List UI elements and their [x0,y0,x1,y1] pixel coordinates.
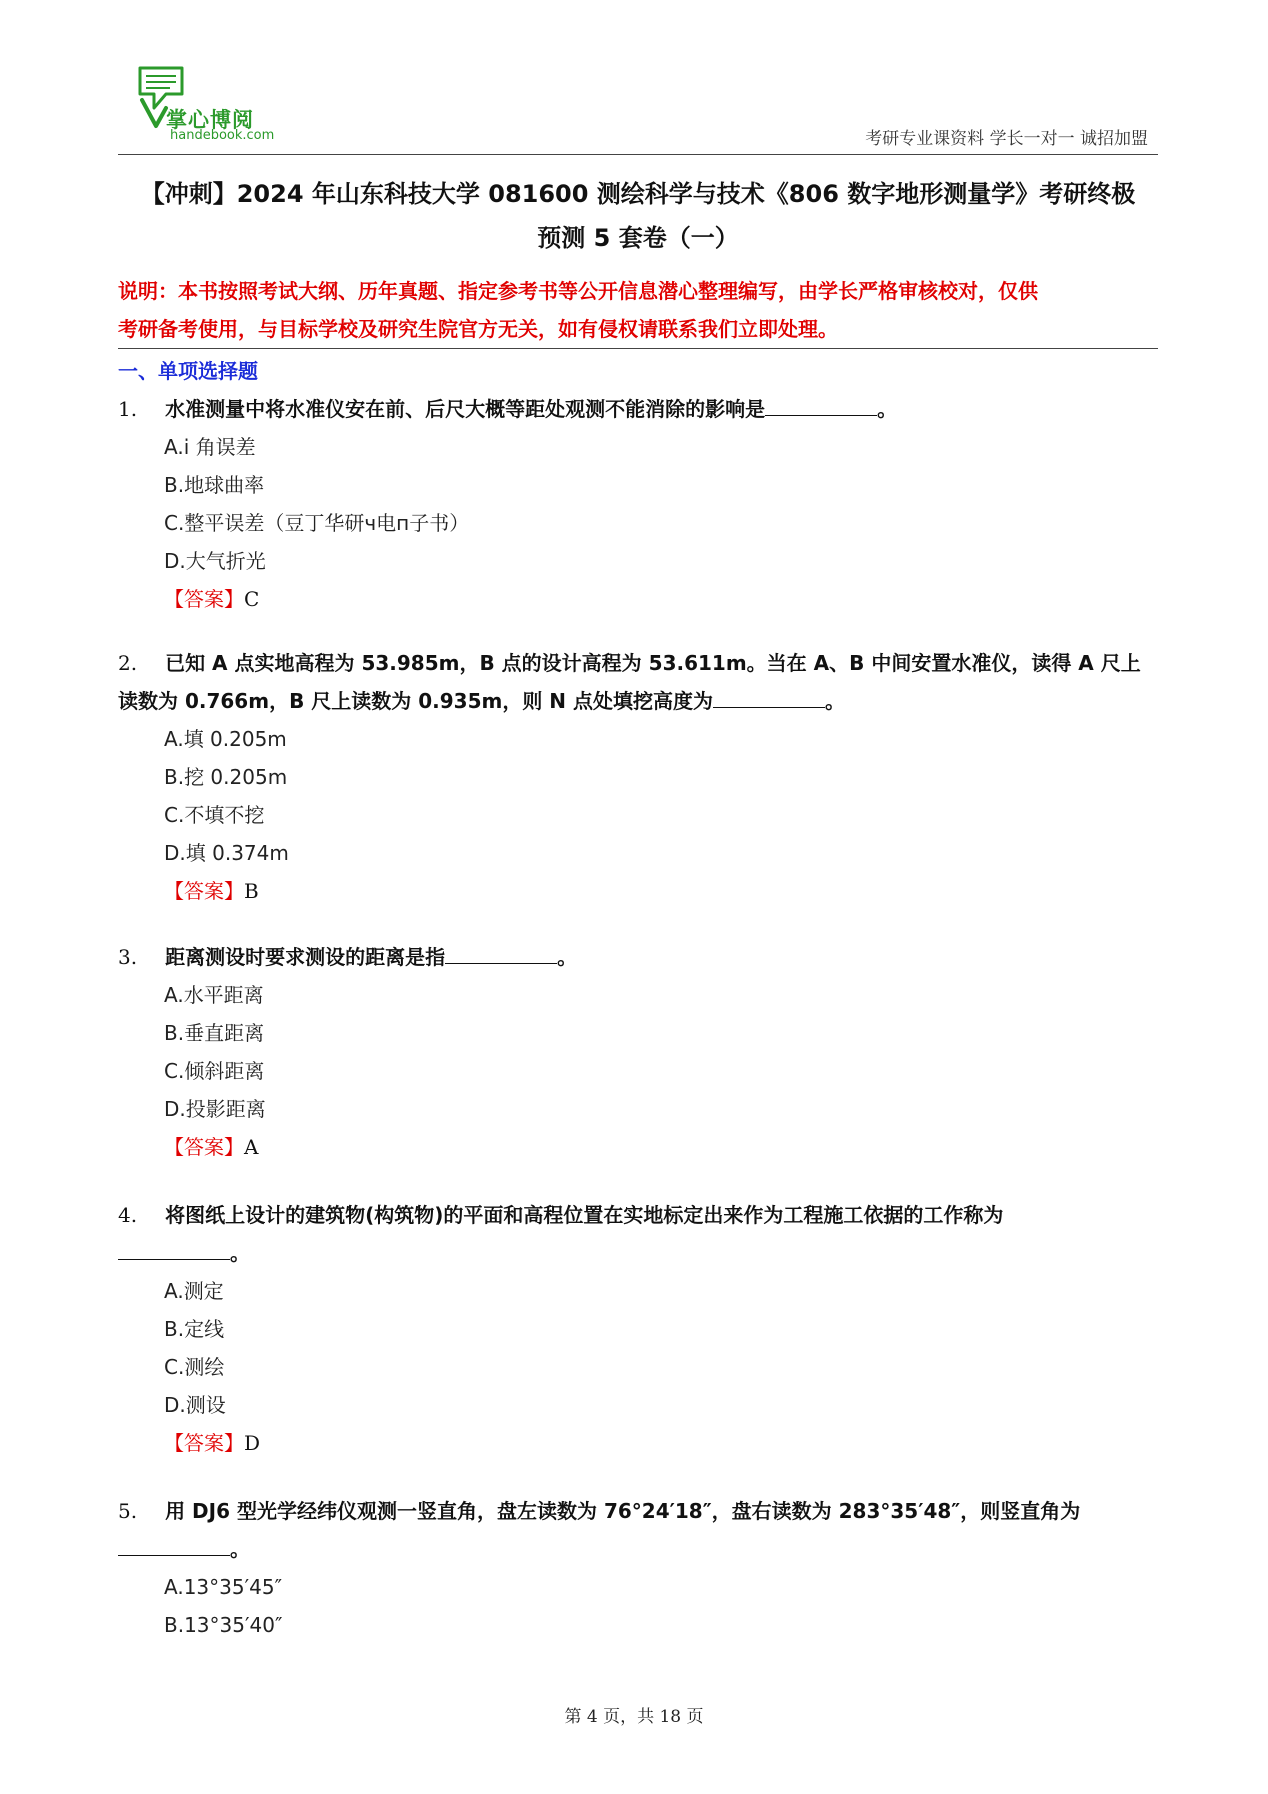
option-b: B.挖 0.205m [164,765,288,789]
answer-blank [445,943,557,964]
answer-value: C [244,587,260,611]
page-footer: 第 4 页，共 18 页 [564,1707,704,1727]
logo-text: 掌心博阅 [166,108,254,132]
option-c: C.测绘 [164,1355,225,1379]
option-a: A.水平距离 [164,983,264,1007]
question-stem [118,938,1158,976]
option-b: B.13°35′40″ [164,1613,283,1637]
answer-label: 【答案】 [164,879,244,903]
logo-url: handebook.com [170,128,275,143]
question-end: 。 [825,689,845,713]
question-3 [118,938,1158,1166]
answer-value: B [244,879,259,903]
answer-blank [765,395,877,416]
answer-blank [713,687,825,708]
question-number: 4. [118,1203,138,1227]
answer-label: 【答案】 [164,587,244,611]
option-d: D.填 0.374m [164,841,289,865]
question-4 [118,1196,1158,1462]
answer-label: 【答案】 [164,1135,244,1159]
option-d: D.投影距离 [164,1097,266,1121]
option-d: D.大气折光 [164,549,266,573]
question-stem [118,1492,1158,1568]
answer-line [164,872,1158,910]
question-text: 距离测设时要求测设的距离是指 [165,945,446,969]
option-b: B.定线 [164,1317,225,1341]
notice-divider [118,348,1158,349]
question-end: 。 [557,945,578,969]
header-divider [118,154,1158,155]
question-stem [118,1196,1158,1272]
option-a: A.测定 [164,1279,224,1303]
title-line-2: 预测 5 套卷（一） [537,224,739,252]
option-a: A.13°35′45″ [164,1575,283,1599]
option-c: C.不填不挖 [164,803,265,827]
option-a: A.填 0.205m [164,727,287,751]
question-number: 3. [118,945,138,969]
notice-line-2: 考研备考使用，与目标学校及研究生院官方无关，如有侵权请联系我们立即处理。 [118,317,838,341]
answer-line [164,1424,1158,1462]
question-text: 将图纸上设计的建筑物(构筑物)的平面和高程位置在实地标定出来作为工程施工依据的工作称为 [165,1203,1004,1227]
question-5 [118,1492,1158,1644]
option-c: C.整平误差（豆丁华研ч电п子书） [164,511,470,535]
option-c: C.倾斜距离 [164,1059,265,1083]
question-text: 已知 A 点实地高程为 53.985m，B 点的设计高程为 53.611m。当在 A、B 中间安置水准仪，读得 A 尺上读数为 0.766m，B 尺上读数为 0.935m，则 N 点处填挖高度为 [118,651,1141,713]
question-text: 水准测量中将水准仪安在前、后尺大概等距处观测不能消除的影响是 [165,397,766,421]
question-1 [118,390,1158,618]
disclaimer-notice [118,272,1158,348]
title-line-1: 【冲刺】2024 年山东科技大学 081600 测绘科学与技术《806 数字地形测量学》考研终极 [140,180,1136,208]
question-number: 1. [118,397,138,421]
answer-blank [118,1239,230,1260]
question-2 [118,644,1158,910]
option-b: B.垂直距离 [164,1021,265,1045]
document-title [118,172,1158,260]
answer-value: A [244,1135,259,1159]
question-end: 。 [230,1241,250,1265]
question-stem [118,644,1158,720]
option-d: D.测设 [164,1393,226,1417]
section-title: 一、单项选择题 [118,359,258,383]
header-tagline: 考研专业课资料 学长一对一 诚招加盟 [865,129,1148,149]
answer-line [164,1128,1158,1166]
question-stem [118,390,1158,428]
question-end: 。 [230,1537,250,1561]
question-number: 2. [118,651,138,675]
question-end: 。 [877,397,898,421]
answer-label: 【答案】 [164,1431,244,1455]
notice-line-1: 说明：本书按照考试大纲、历年真题、指定参考书等公开信息潜心整理编写，由学长严格审核校对，仅供 [118,279,1038,303]
answer-line [164,580,1158,618]
answer-value: D [244,1431,261,1455]
question-text: 用 DJ6 型光学经纬仪观测一竖直角，盘左读数为 76°24′18″，盘右读数为 283°35′48″，则竖直角为 [165,1499,1081,1523]
page-header [118,58,1158,158]
option-a: A.i 角误差 [164,435,256,459]
answer-blank [118,1535,230,1556]
option-b: B.地球曲率 [164,473,265,497]
question-number: 5. [118,1499,138,1523]
